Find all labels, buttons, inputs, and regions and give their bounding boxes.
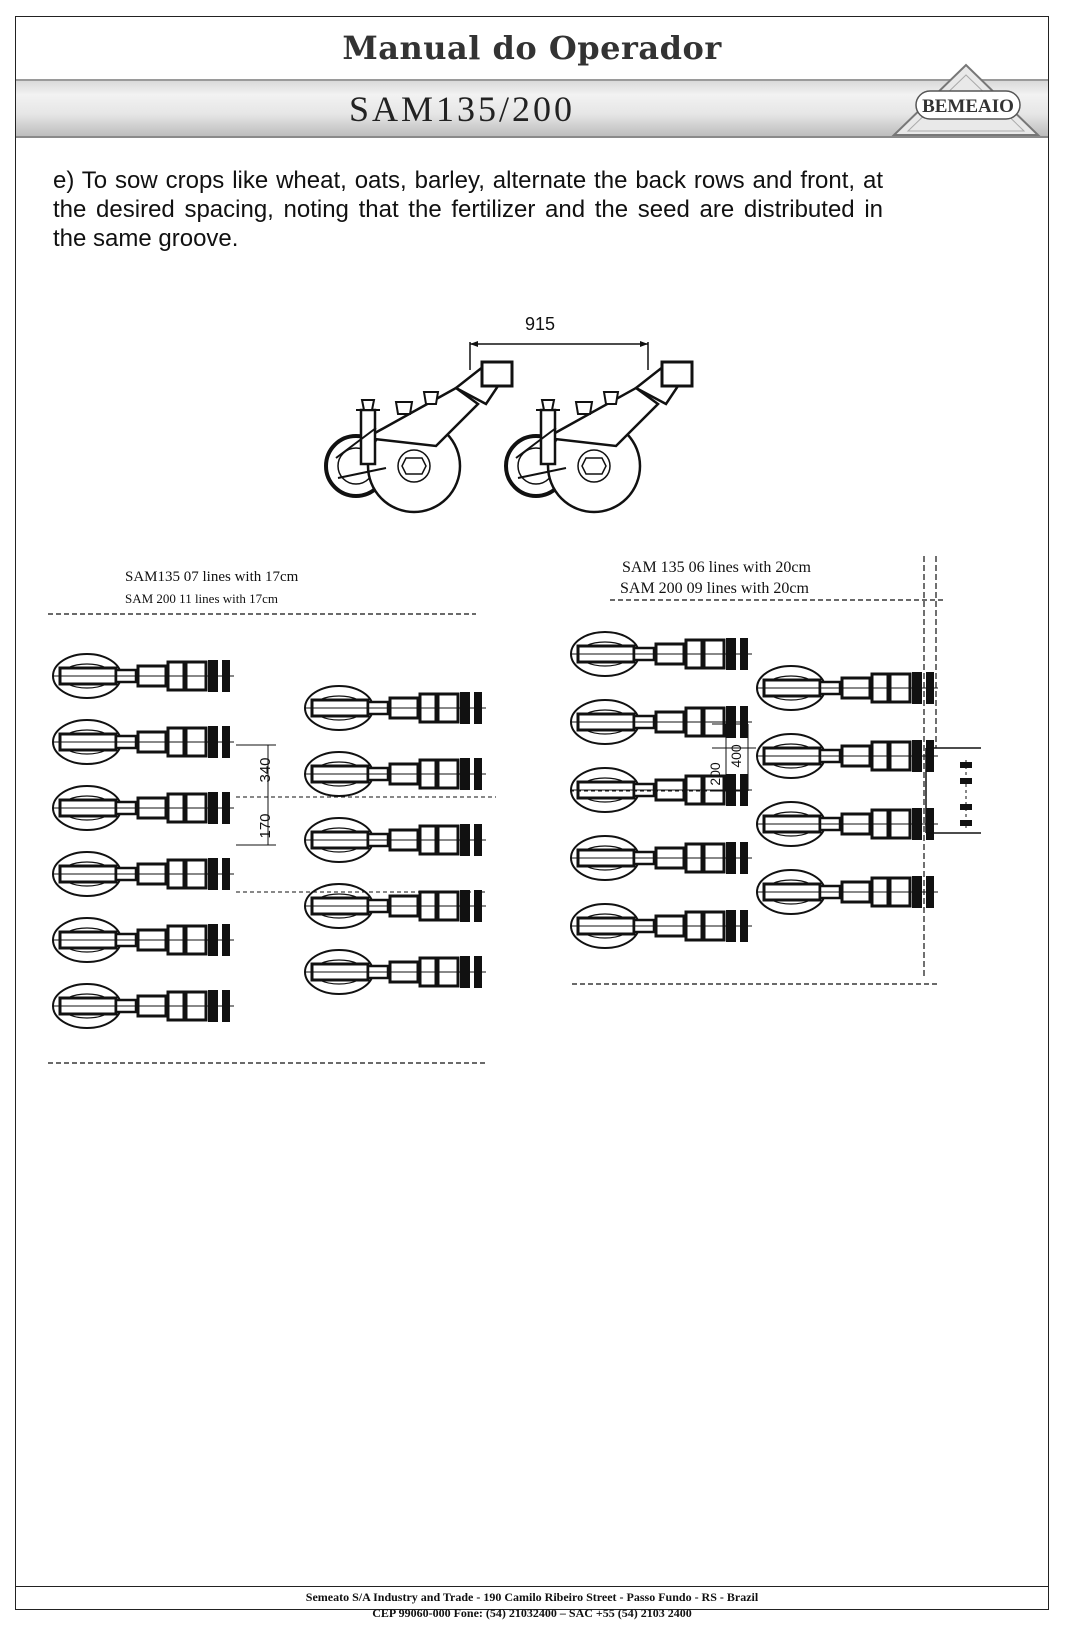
manual-title: Manual do Operador	[342, 29, 722, 67]
right-row-layout	[570, 556, 981, 984]
dim-400-label: 400	[728, 744, 744, 768]
right-caption-line1: SAM 135 06 lines with 20cm	[622, 559, 811, 576]
dim-170-label: 170	[257, 813, 274, 839]
left-caption-line2: SAM 200 11 lines with 17cm	[125, 591, 278, 606]
footer-contact: CEP 99060-000 Fone: (54) 21032400 – SAC +55 (54) 2103 2400	[372, 1606, 692, 1620]
row-spacing-figure	[36, 308, 1036, 1120]
left-caption-line1: SAM135 07 lines with 17cm	[125, 569, 299, 585]
semeato-logo	[886, 61, 1046, 139]
row-spacing-diagram	[36, 308, 1036, 1120]
dim-200-label: 200	[707, 762, 723, 786]
page-header	[16, 17, 1048, 138]
left-row-layout	[48, 569, 496, 1063]
page-footer	[15, 1586, 1049, 1638]
logo-text: BEMEAIO	[922, 96, 1014, 117]
side-view-planters	[326, 314, 692, 512]
dim-340-label: 340	[257, 757, 274, 783]
instruction-paragraph: e) To sow crops like wheat, oats, barley, alternate the back rows and front, at the desired spacing, noting that the fertilizer and the seed are distributed in the same groove.	[53, 167, 883, 252]
right-caption-line2: SAM 200 09 lines with 20cm	[620, 580, 809, 597]
spacing-915-label: 915	[524, 314, 556, 334]
tractor-hitch-schematic	[926, 748, 981, 833]
model-subtitle: SAM135/200	[348, 89, 576, 129]
footer-address: Semeato S/A Industry and Trade - 190 Camilo Ribeiro Street - Passo Fundo - RS - Brazil	[305, 1590, 759, 1604]
